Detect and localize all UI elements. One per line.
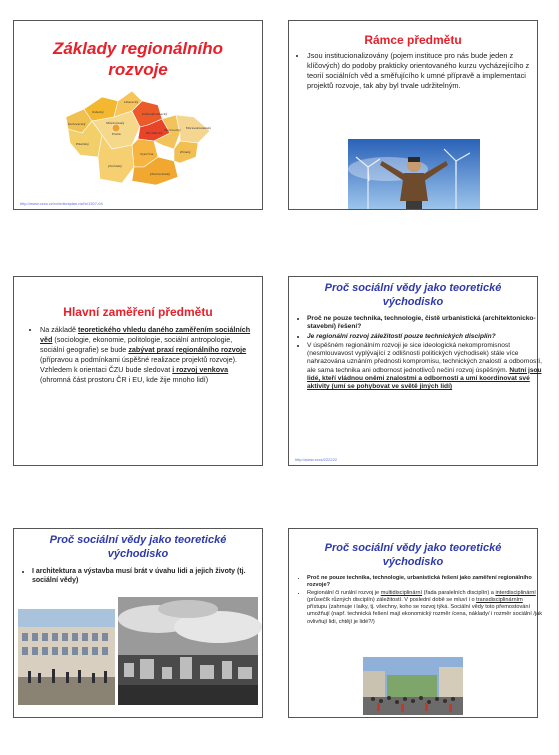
map-label: Středočeský	[106, 121, 125, 125]
map-label: Karlovarský	[68, 122, 86, 126]
wind-turbine-man-image	[348, 139, 480, 209]
text-run: interdisciplinární	[495, 590, 536, 597]
title-line: Proč sociální vědy jako teoretické	[324, 282, 502, 294]
title-line: východisko	[382, 296, 444, 308]
text-run: multidisciplinární	[380, 590, 423, 597]
bullet-item: • Proč ne pouze technika, technologie, urbanistická řešení jako zaměření regionálního rozvoje?	[307, 575, 543, 589]
slide-title	[289, 281, 537, 309]
map-label: Zlínský	[180, 150, 191, 154]
region-praha	[112, 124, 120, 132]
text-run: Regionální či rurální rozvoj je	[307, 590, 381, 597]
slide-6	[288, 528, 543, 718]
bullet-list	[295, 51, 541, 92]
title-line: rozvoje	[108, 60, 168, 79]
city-square-photo	[18, 609, 115, 705]
city-panorama-bw-photo	[118, 597, 258, 705]
bullet-item	[40, 325, 254, 385]
bullet-item: • Proč ne pouze technika, technologie, čistě urbanistická (architektonicko-stavební) řešení?	[307, 315, 543, 332]
map-label: Vysočina	[140, 152, 154, 156]
map-label: Pardubický	[146, 131, 163, 135]
slide-title	[289, 541, 537, 569]
bullet-list	[28, 325, 254, 386]
title-line: Základy regionálního	[52, 39, 224, 58]
map-label: Liberecký	[124, 100, 139, 104]
title-line: Proč sociální vědy jako teoretické	[49, 534, 227, 546]
text-run: Na základě	[40, 325, 78, 334]
bullet-list	[295, 575, 543, 627]
text-run: teoretického vhledu daného zaměřením sociálních věd	[40, 325, 251, 344]
source-link[interactable]: http://www.czso.cz/xx/edicniplan.nsf/o/1307-04	[20, 201, 103, 206]
bullet-item: • I architektura a výstavba musí brát v úvahu lidi a jejich životy (tj. sociální vědy)	[32, 567, 268, 585]
map-label: Ústecký	[92, 110, 104, 114]
bullet-list	[20, 567, 268, 586]
slide-4	[288, 276, 542, 466]
slide-title	[14, 38, 262, 80]
slide-title: Rámce předmětu	[364, 33, 462, 47]
map-label: Moravskoslezský	[186, 126, 212, 130]
slide-5	[13, 528, 263, 718]
title-line: Proč sociální vědy jako teoretické	[324, 542, 502, 554]
text-run: i rozvoj venkova	[172, 365, 229, 374]
slide-title: Hlavní zaměření předmětu	[63, 305, 213, 319]
text-run: (řada paralelních disciplín) a	[422, 590, 496, 597]
text-run: Nutní jsou lidé, kteří vládnou oněmi znalostmi a odborností a umí koordinovat své aktivity (umí se pohybovat ve světě jiných lidí)	[307, 366, 542, 391]
bullet-item	[307, 342, 543, 392]
bullet-item	[307, 590, 543, 625]
text-run: V úspěšném regionálním rozvoji je sice ideologická nekompromisnost (nesmlouvavost vyplývající z odlišnosti politických východisek) stále více nahrazována uznáním přednosti kompromisu, technických znalostí a odborností, ale sama technika ani odbornost jednotlivců nečiní rozvoj úspěšným.	[307, 341, 542, 374]
text-run: transdisciplinárním	[476, 597, 523, 604]
title-line: východisko	[107, 548, 169, 560]
text-run: (sociologie, ekonomie, politologie, sociální antropologie, sociální geografie) se bude	[40, 335, 233, 354]
text-run: (průsečík různých disciplín) záležitostí. V poslední době se mluví i o	[307, 597, 477, 604]
slide-title	[14, 533, 262, 561]
title-line: východisko	[382, 556, 444, 568]
czech-regions-map	[62, 83, 215, 189]
map-label: Praha	[112, 132, 121, 136]
map-label: Plzeňský	[76, 142, 89, 146]
source-link[interactable]: http://www.xxxx/222222	[295, 457, 338, 462]
slide-1	[13, 20, 263, 210]
map-label: Jihočeský	[108, 164, 122, 168]
bullet-item: • Je regionální rozvoj záležitostí pouze technických disciplín?	[307, 333, 543, 341]
map-label: Jihomoravský	[150, 172, 171, 176]
text-run: přístupu (zahrnuje i laiky, tj. všechny, koho se rozvoj týká. Sociální vědy toto přemostování umožňují (např. technická řešení mají ekonomický rozměr /cena, náklady/ i rozměr sociální /jak ovlivňují lidi, chtějí je lidé?/)	[307, 604, 543, 625]
map-label: Olomoucký	[164, 128, 181, 132]
slide-3	[13, 276, 263, 466]
text-run: zabývat praxí regionálního rozvoje	[128, 345, 247, 354]
text-run: (přípravou a podmínkami úspěšné realizace projektů rozvoje). Vzhledem k orientaci ČZU bude sledovat	[40, 355, 237, 374]
text-run: (ohromná část prostoru ČR i EU, kde žije mnoho lidí)	[40, 375, 209, 384]
slide-2	[288, 20, 538, 210]
map-label: Královéhradecký	[142, 112, 168, 116]
bullet-list	[295, 315, 543, 393]
street-crowd-photo	[363, 657, 463, 715]
bullet-item: • Jsou institucionalizovány (pojem instituce pro nás bude jeden z klíčových) do podoby prakticky orientovaného kurzu vycházejícího z teorií sociálních věd a směřujícího k umné přípravě a implementaci projektů rozvoje, tak aby byl trvale udržitelným.	[307, 51, 541, 91]
